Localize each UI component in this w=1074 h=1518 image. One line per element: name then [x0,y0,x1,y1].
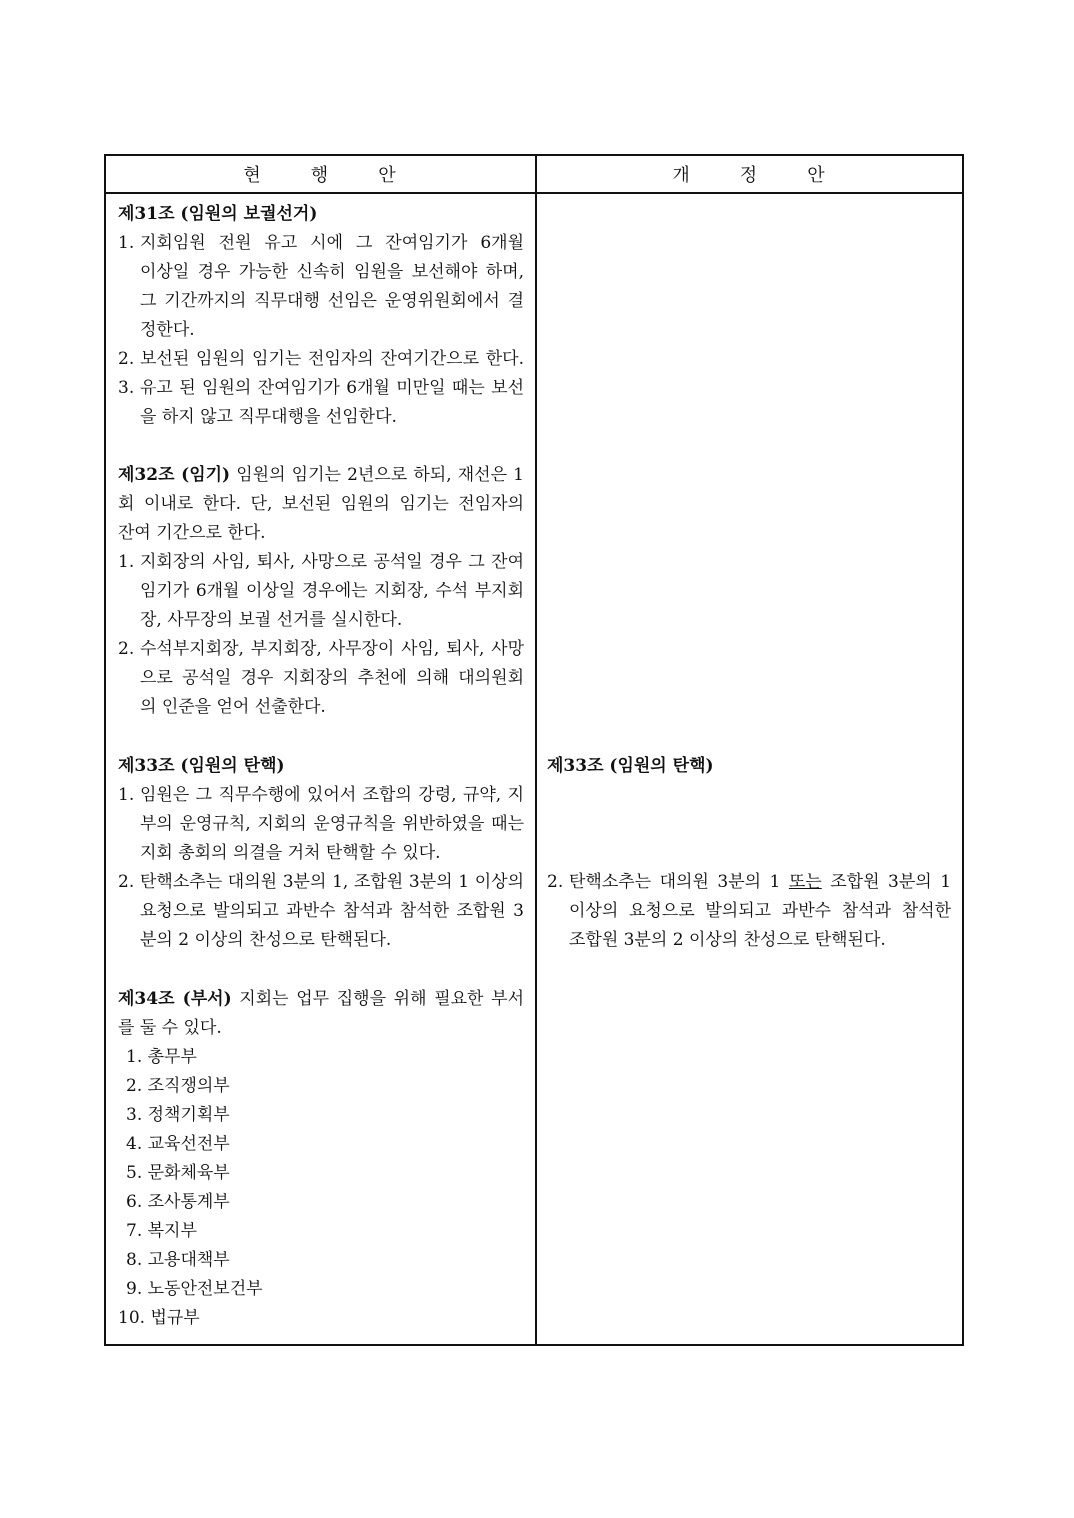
column-divider [535,156,537,1344]
art33-item1-l2: 부의 운영규칙, 지회의 운영규칙을 위반하였을 때는 [140,814,524,834]
header-proposed-char: 개 [672,165,692,186]
proposed-item2-l2: 이상의 요청으로 발의되고 과반수 참석과 참석한 [569,901,951,921]
dept-item: 7. 복지부 [126,1221,197,1241]
art31-item1-l3: 그 기간까지의 직무대행 선임은 운영위원회에서 결 [140,291,524,311]
proposed-text: 탄핵소추는 대의원 3분의 1 [569,872,789,892]
header-current [106,156,535,192]
article-33-title: 제33조 (임원의 탄핵) [118,756,285,776]
dept-item: 2. 조직쟁의부 [126,1076,230,1096]
art31-item1-l4: 정한다. [140,320,195,340]
article-31-title: 제31조 (임원의 보궐선거) [118,204,318,224]
art31-item1-l1: 지회임원 전원 유고 시에 그 잔여임기가 6개월 [140,233,524,253]
article-32-l2: 회 이내로 한다. 단, 보선된 임원의 임기는 전임자의 [118,494,524,514]
dept-item: 10. 법규부 [118,1308,200,1328]
item-number: 1. [118,233,135,253]
item-number: 1. [118,785,135,805]
article-34-l2: 를 둘 수 있다. [118,1018,222,1038]
article-32-l3: 잔여 기간으로 한다. [118,523,266,543]
item-number: 3. [118,378,135,398]
header-current-char: 현 [243,165,263,186]
dept-item: 4. 교육선전부 [126,1134,230,1154]
art31-item2-l1: 보선된 임원의 임기는 전임자의 잔여기간으로 한다. [140,349,524,369]
dept-item: 1. 총무부 [126,1047,197,1067]
art32-item1-l1: 지회장의 사임, 퇴사, 사망으로 공석일 경우 그 잔여 [140,552,524,572]
header-proposed-char: 안 [807,165,827,186]
header-proposed [537,156,962,192]
article-32-title: 제32조 (임기) [118,465,231,485]
article-34-title: 제34조 (부서) [118,989,232,1009]
dept-item: 5. 문화체육부 [126,1163,230,1183]
proposed-text: 조합원 3분의 1 [821,872,952,892]
art31-item3-l1: 유고 된 임원의 잔여임기가 6개월 미만일 때는 보선 [140,378,524,398]
proposed-article-33-title: 제33조 (임원의 탄핵) [547,756,714,776]
art33-item2-l1: 탄핵소추는 대의원 3분의 1, 조합원 3분의 1 이상의 [140,872,524,892]
art33-item2-l3: 분의 2 이상의 찬성으로 탄핵된다. [140,930,392,950]
dept-item: 3. 정책기획부 [126,1105,230,1125]
item-number: 1. [118,552,135,572]
art32-item2-l3: 의 인준을 얻어 선출한다. [140,697,326,717]
proposed-item2-l1 [547,868,951,897]
art33-item1-l3: 지회 총회의 의결을 거처 탄핵할 수 있다. [140,843,441,863]
proposed-item2-l3: 조합원 3분의 2 이상의 찬성으로 탄핵된다. [569,930,886,950]
art31-item3-l2: 을 하지 않고 직무대행을 선임한다. [140,407,397,427]
comparison-table [104,154,964,1346]
art33-item2-l2: 요청으로 발의되고 과반수 참석과 참석한 조합원 3 [140,901,524,921]
header-proposed-char: 정 [739,165,760,186]
art32-item1-l2: 임기가 6개월 이상일 경우에는 지회장, 수석 부지회 [140,581,524,601]
header-current-char: 행 [310,165,331,186]
art32-item2-l2: 으로 공석일 경우 지회장의 추천에 의해 대의원회 [140,668,524,688]
article-32-l1 [118,461,524,490]
dept-item: 6. 조사통계부 [126,1192,230,1212]
item-number: 2. [118,872,135,892]
article-34-l1 [118,985,524,1014]
article-32-text: 임원의 임기는 2년으로 하되, 재선은 1 [230,465,524,485]
item-number: 2. [118,349,135,369]
art32-item2-l1: 수석부지회장, 부지회장, 사무장이 사임, 퇴사, 사망 [140,639,524,659]
amended-word: 또는 [788,872,822,892]
art33-item1-l1: 임원은 그 직무수행에 있어서 조합의 강령, 규약, 지 [140,785,524,805]
header-current-char: 안 [378,165,398,186]
table-header [106,156,962,194]
dept-item: 8. 고용대책부 [126,1250,230,1270]
dept-item: 9. 노동안전보건부 [126,1279,263,1299]
article-34-text: 지회는 업무 집행을 위해 필요한 부서 [231,989,524,1009]
item-number: 2. [547,872,564,892]
art31-item1-l2: 이상일 경우 가능한 신속히 임원을 보선해야 하며, [140,262,524,282]
item-number: 2. [118,639,135,659]
art32-item1-l3: 장, 사무장의 보궐 선거를 실시한다. [140,610,403,630]
